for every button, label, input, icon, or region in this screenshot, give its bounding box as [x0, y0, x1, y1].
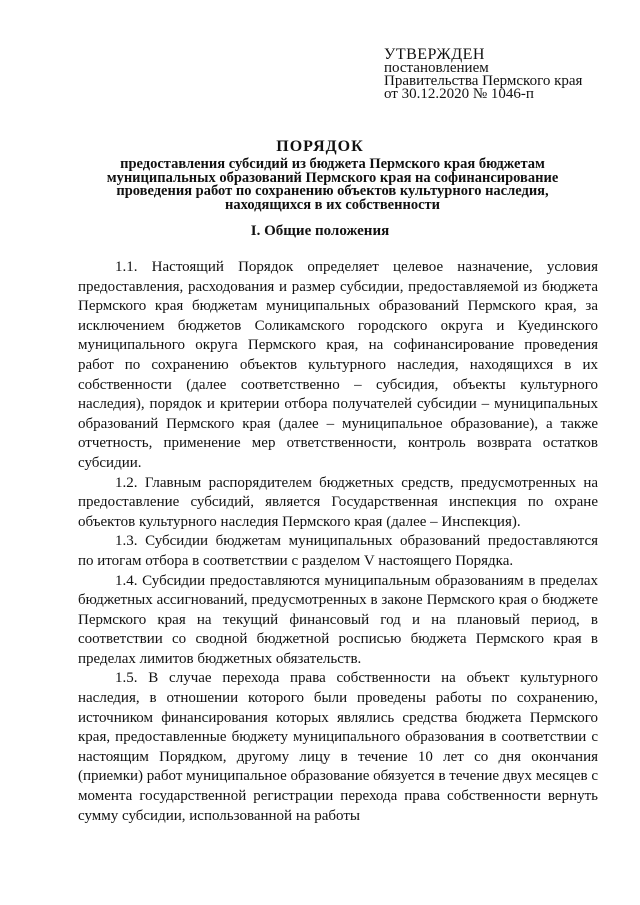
- approval-date-line: от 30.12.2020 № 1046-п: [384, 86, 534, 102]
- paragraph-1-1: 1.1. Настоящий Порядок определяет целевое назначение, условия предоставления, расходования и размер субсидии, предоставляемой из бюджета Пермского края бюджетам муниципальных образований Пермского края, за исключением бюджетов Соликамского городского округа и Куединского муниципального округа Пермского края, на софинансирование проведения работ по сохранению объектов культурного наследия, находящихся в их собственности (далее соответственно – субсидия, объекты культурного наследия), порядок и критерии отбора получателей субсидии – муниципальных образований Пермского края (далее – муниципальное образование), а также отчетность, применение мер ответственности, контроль возврата остатков субсидии.: [78, 259, 598, 471]
- paragraph-1-4: 1.4. Субсидии предоставляются муниципальным образованиям в пределах бюджетных ассигнований, предусмотренных в законе Пермского края о бюджете Пермского края на текущий финансовый год и на плановый период, в соответствии со сводной бюджетной росписью бюджета Пермского края в пределах лимитов бюджетных обязательств.: [78, 572, 598, 667]
- document-subtitle: предоставления субсидий из бюджета Пермского края бюджетам муниципальных образований Пермского края на софинансирование проведения работ по сохранению объектов культурного наследия, находящихся в их собственности: [106, 156, 559, 213]
- document-title: ПОРЯДОК: [276, 138, 364, 155]
- approval-stamp: [384, 47, 624, 101]
- paragraph-1-5: 1.5. В случае перехода права собственности на объект культурного наследия, в отношении которого были проведены работы по сохранению, источником финансирования которых являлись средства бюджета Пермского края, предоставленные бюджету муниципального образования в соответствии с настоящим Порядком, другому лицу в течение 10 лет со дня окончания (приемки) работ муниципальное образование обязуется в течение двух месяцев с момента государственной регистрации перехода права собственности вернуть сумму субсидии, использованной на работы: [78, 670, 598, 824]
- paragraph-1-3: 1.3. Субсидии бюджетам муниципальных образований предоставляются по итогам отбора в соответствии с разделом V настоящего Порядка.: [78, 533, 598, 569]
- approval-heading: УТВЕРЖДЕН: [384, 46, 485, 63]
- approval-line: Правительства Пермского края: [384, 73, 583, 89]
- section-heading: I. Общие положения: [250, 223, 390, 239]
- paragraph-1-2: 1.2. Главным распорядителем бюджетных средств, предусмотренных на предоставление субсидий, является Государственная инспекция по охране объектов культурного наследия Пермского края (далее – Инспекция).: [78, 474, 598, 530]
- document-body: [78, 258, 598, 826]
- approval-line: постановлением: [384, 60, 489, 76]
